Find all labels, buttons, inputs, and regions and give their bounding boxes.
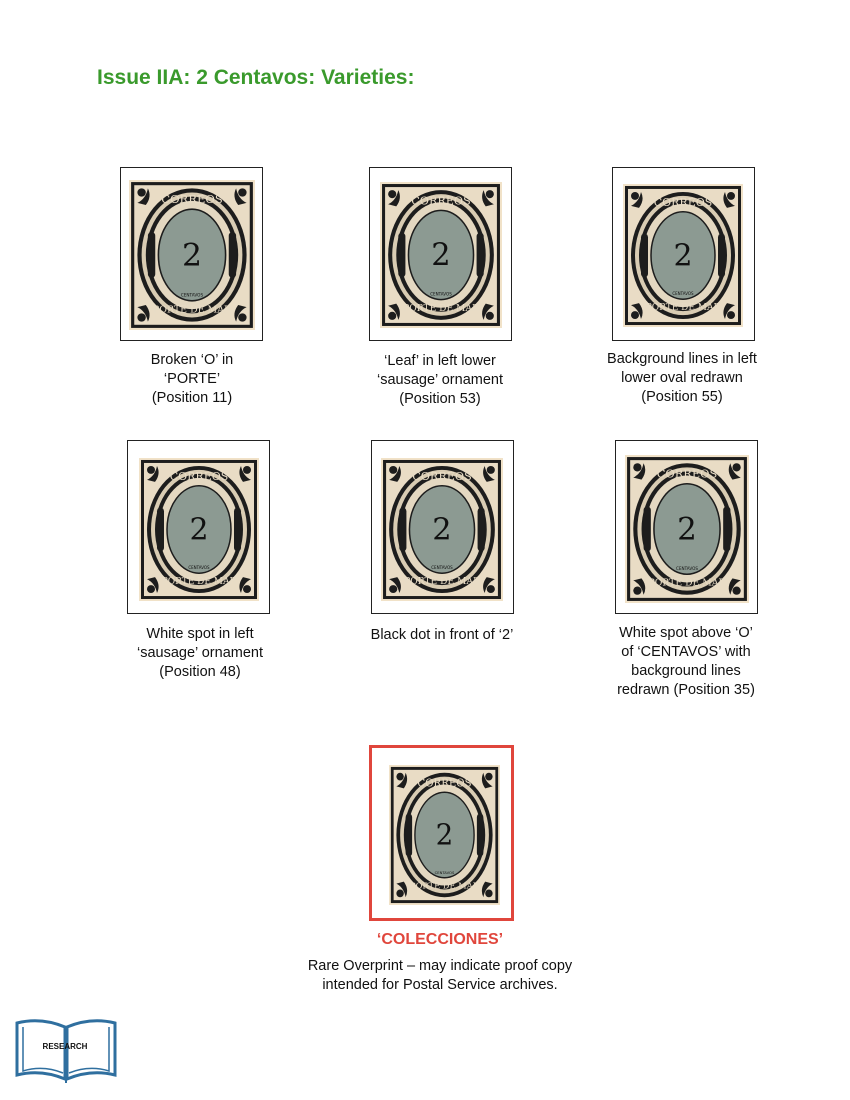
svg-text:CORREOS: CORREOS (653, 195, 713, 209)
caption-line: ‘PORTE’ (163, 371, 221, 387)
caption-line: (Position 55) (641, 389, 723, 405)
stamp-overprint (389, 765, 500, 905)
svg-text:PORTE DE MAR: PORTE DE MAR (645, 303, 721, 314)
caption-line: (Position 11) (151, 390, 233, 406)
caption-line: White spot above ‘O’ (619, 625, 753, 641)
research-label: RESEARCH (42, 1042, 88, 1051)
variety-caption-5 (328, 626, 556, 645)
variety-caption-2 (340, 352, 540, 409)
caption-line: ‘sausage’ ornament (136, 645, 263, 661)
stamp-frame-4 (127, 440, 270, 614)
caption-line: intended for Postal Service archives. (322, 977, 558, 993)
svg-text:PORTE DE MAR: PORTE DE MAR (410, 881, 479, 892)
research-badge (15, 1013, 118, 1085)
caption-line: of ‘CENTAVOS’ with (621, 644, 751, 660)
caption-line: background lines (631, 663, 741, 679)
svg-text:CENTAVOS: CENTAVOS (672, 291, 694, 297)
stamp-frame-5 (371, 440, 514, 614)
variety-caption-3 (572, 350, 792, 407)
variety-caption-1 (92, 351, 292, 408)
stamp-frame-6 (615, 440, 758, 614)
svg-text:PORTE DE MAR: PORTE DE MAR (161, 577, 237, 588)
caption-line: Broken ‘O’ in (150, 352, 234, 368)
svg-text:CENTAVOS: CENTAVOS (431, 565, 453, 571)
caption-line: Background lines in left (607, 351, 757, 367)
stamp-3 (623, 184, 743, 327)
overprint-frame (369, 745, 514, 921)
caption-line: ‘Leaf’ in left lower (384, 353, 496, 369)
caption-line: ‘sausage’ ornament (376, 372, 503, 388)
overprint-title: ‘COLECCIONES’ (376, 931, 504, 948)
stamp-6 (625, 455, 749, 603)
caption-line: Rare Overprint – may indicate proof copy (307, 958, 573, 974)
svg-text:CORREOS: CORREOS (169, 469, 229, 483)
svg-text:CENTAVOS: CENTAVOS (434, 869, 455, 875)
stamp-1 (129, 180, 255, 330)
svg-text:2: 2 (435, 818, 454, 852)
variety-caption-6 (586, 624, 786, 700)
svg-text:2: 2 (431, 238, 451, 274)
page-title: Issue IIA: 2 Centavos: Varieties: (97, 66, 415, 89)
svg-text:2: 2 (432, 512, 452, 548)
svg-text:PORTE DE MAR: PORTE DE MAR (404, 577, 480, 588)
svg-text:CORREOS: CORREOS (161, 191, 223, 206)
svg-text:CORREOS: CORREOS (412, 469, 472, 483)
caption-line: White spot in left (146, 626, 254, 642)
svg-text:CENTAVOS: CENTAVOS (676, 566, 698, 572)
svg-text:CENTAVOS: CENTAVOS (180, 292, 204, 298)
svg-text:2: 2 (189, 512, 209, 548)
overprint-caption (240, 957, 640, 995)
stamp-2 (380, 182, 502, 328)
svg-text:2: 2 (677, 511, 697, 548)
svg-text:CORREOS: CORREOS (411, 194, 471, 208)
svg-text:CORREOS: CORREOS (417, 777, 472, 790)
svg-text:PORTE DE MAR: PORTE DE MAR (403, 303, 479, 314)
caption-line: redrawn (Position 35) (617, 682, 755, 698)
svg-text:CORREOS: CORREOS (656, 466, 718, 481)
svg-text:2: 2 (673, 238, 693, 274)
svg-text:CENTAVOS: CENTAVOS (188, 565, 210, 571)
svg-text:CENTAVOS: CENTAVOS (430, 291, 452, 297)
svg-text:PORTE DE MAR: PORTE DE MAR (152, 304, 232, 316)
stamp-4 (139, 458, 259, 601)
caption-line: Black dot in front of ‘2’ (370, 627, 514, 643)
stamp-frame-3 (612, 167, 755, 341)
stamp-5 (381, 458, 503, 601)
caption-line: (Position 48) (159, 664, 241, 680)
caption-line: (Position 53) (399, 391, 481, 407)
stamp-frame-1 (120, 167, 263, 341)
svg-text:2: 2 (181, 237, 203, 274)
stamp-frame-2 (369, 167, 512, 341)
caption-line: lower oval redrawn (621, 370, 743, 386)
variety-caption-4 (100, 625, 300, 682)
svg-text:PORTE DE MAR: PORTE DE MAR (648, 577, 726, 589)
